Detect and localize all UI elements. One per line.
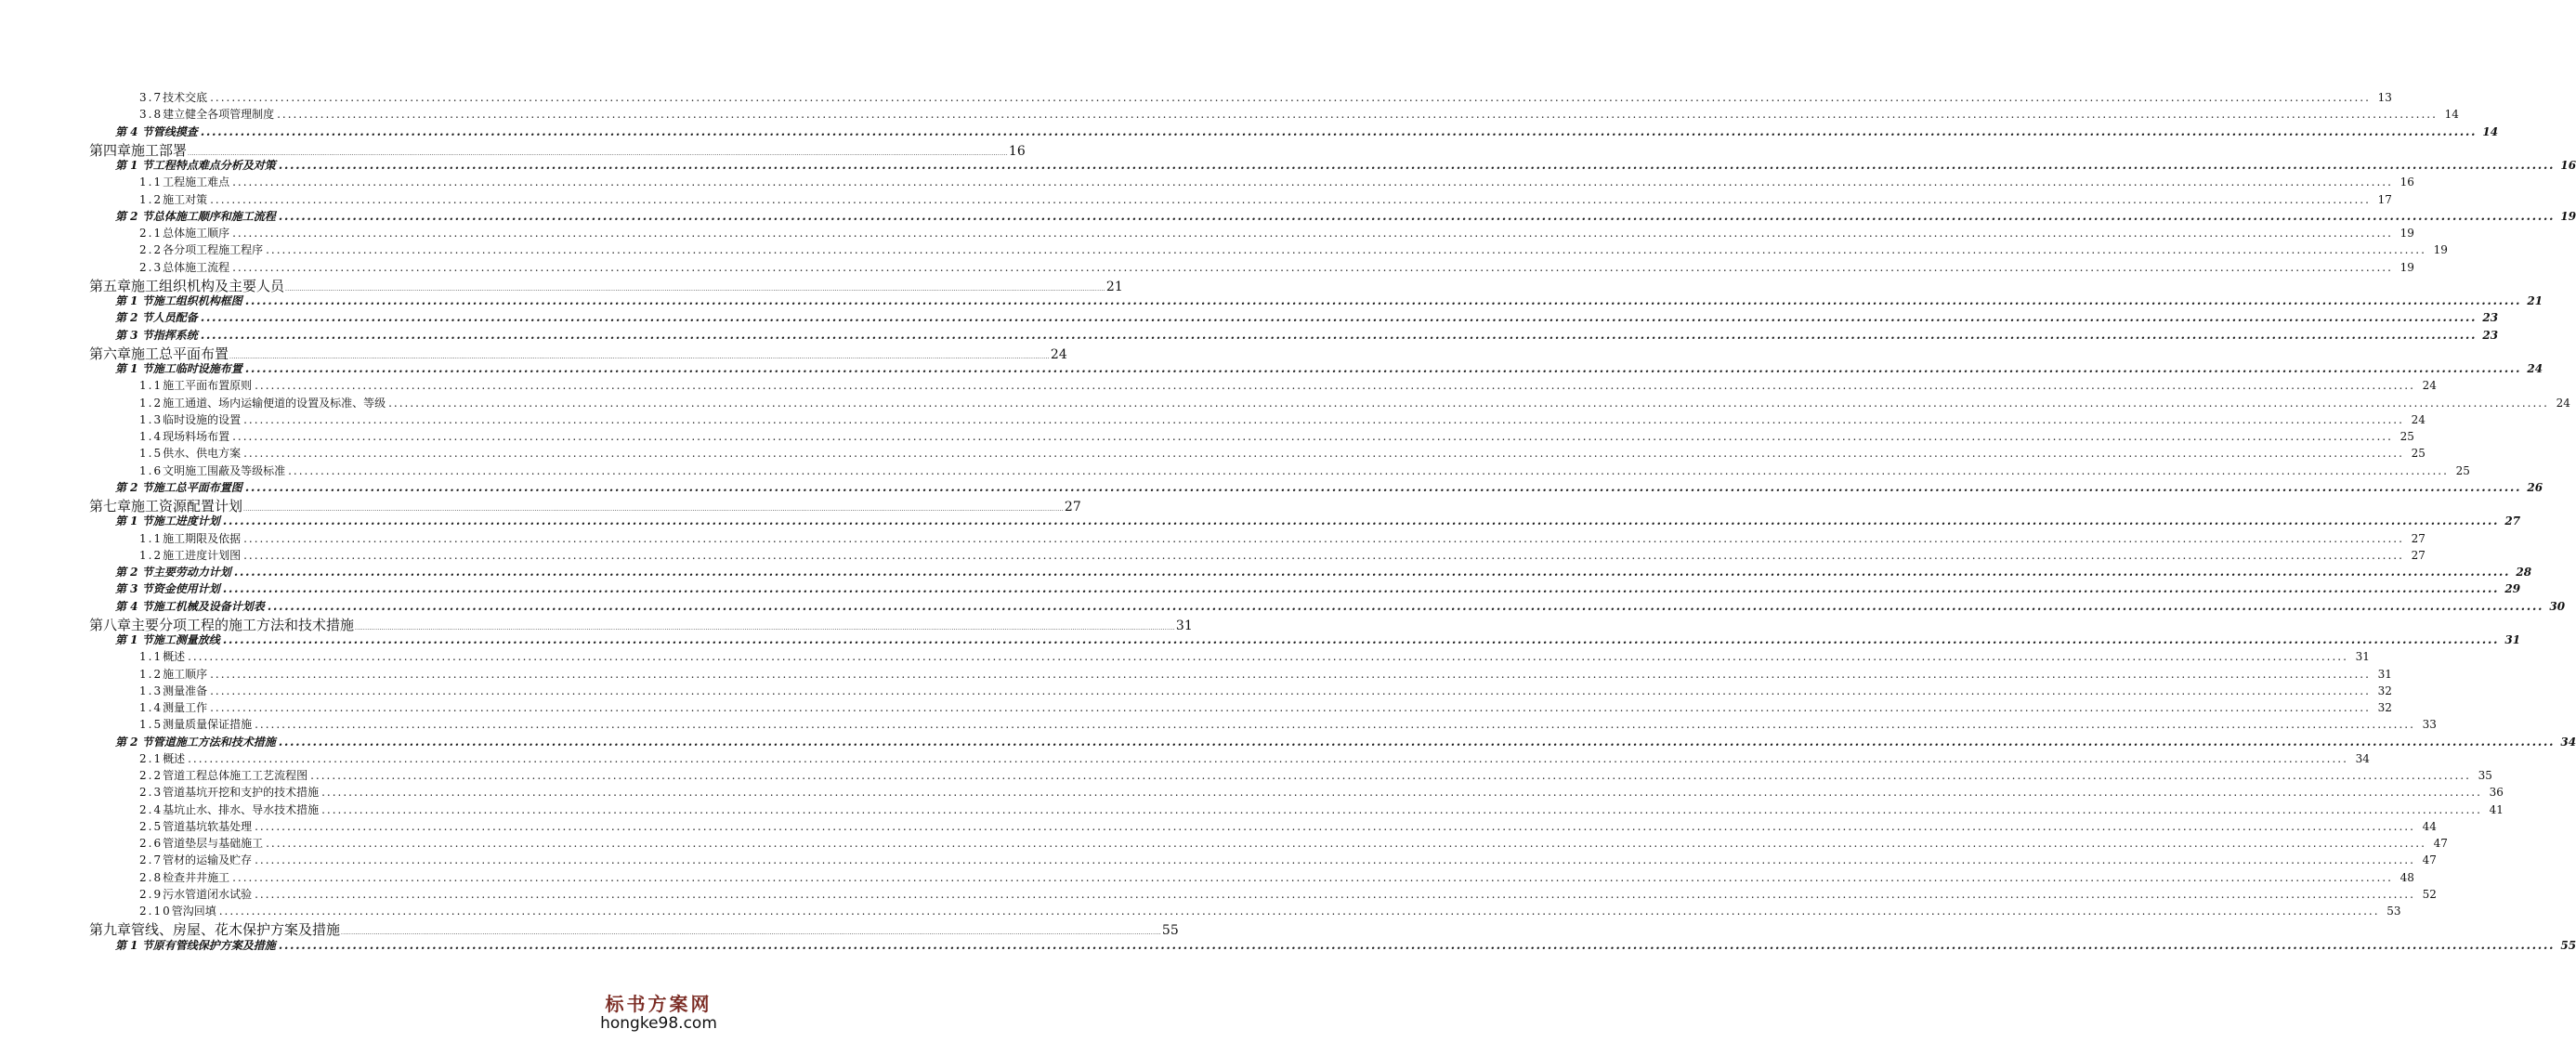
toc-entry-number: 3.7: [139, 91, 163, 104]
toc-dot-leader: ................................................................................................................................................................................................................................................................................................................................................................................................................: [243, 447, 2404, 461]
toc-page-number: 19: [2399, 260, 2414, 274]
toc-entry-number: 第 2 节: [115, 209, 153, 223]
toc-page-number: 25: [2399, 430, 2414, 443]
toc-entry-title: 总体施工流程: [163, 260, 230, 274]
toc-page-number: 14: [2482, 124, 2499, 138]
toc-entry-title: 施工期限及依据: [163, 531, 242, 545]
toc-dot-leader: ................................................................................................................................................................................................................................................................................................................................................................................................................: [341, 930, 1161, 937]
toc-page-number: 35: [2478, 769, 2492, 782]
toc-entry-number: 1.1: [139, 379, 163, 393]
toc-entry-title: 工程特点难点分析及对策: [152, 159, 276, 172]
toc-page-number: 52: [2422, 887, 2437, 901]
toc-dot-leader: ................................................................................................................................................................................................................................................................................................................................................................................................................: [267, 599, 2544, 614]
toc-page-number: 47: [2422, 853, 2437, 867]
toc-entry-number: 第 2 节: [115, 735, 153, 749]
toc-entry-number: 2.6: [139, 837, 163, 850]
toc-page-number: 21: [1105, 279, 1123, 294]
toc-subsection-row: [139, 547, 2426, 563]
toc-dot-leader: ................................................................................................................................................................................................................................................................................................................................................................................................................: [233, 566, 2511, 580]
toc-entry-number: 第 4 节: [115, 124, 153, 138]
toc-dot-leader: ................................................................................................................................................................................................................................................................................................................................................................................................................: [229, 353, 1050, 360]
toc-subsection-row: [139, 869, 2414, 885]
toc-dot-leader: ................................................................................................................................................................................................................................................................................................................................................................................................................: [255, 718, 2415, 732]
toc-page-number: 24: [2422, 379, 2437, 393]
toc-entry-title: 基坑止水、排水、导水技术措施: [163, 802, 320, 816]
toc-subsection-row: [139, 683, 2392, 698]
toc-entry-title: 施工平面布置原则: [163, 379, 253, 393]
watermark-logo: [597, 989, 720, 1033]
toc-dot-leader: ................................................................................................................................................................................................................................................................................................................................................................................................................: [255, 887, 2415, 901]
toc-dot-leader: ................................................................................................................................................................................................................................................................................................................................................................................................................: [266, 837, 2426, 850]
toc-entry-number: 第 1 节: [115, 514, 153, 528]
toc-entry-title: 各分项工程施工程序: [163, 243, 264, 257]
toc-entry-number: 第 1 节: [115, 938, 153, 952]
toc-entry-title: 施工组织机构及主要人员: [131, 277, 285, 294]
toc-section-row: [115, 360, 2543, 376]
toc-page-number: 33: [2422, 718, 2437, 732]
toc-dot-leader: ................................................................................................................................................................................................................................................................................................................................................................................................................: [210, 701, 2371, 714]
toc-subsection-row: [139, 225, 2414, 241]
toc-entry-number: 2.2: [139, 769, 163, 782]
toc-section-row: [115, 564, 2532, 580]
toc-entry-number: 1.3: [139, 412, 163, 426]
toc-subsection-row: [139, 801, 2504, 817]
toc-entry-number: 第 2 节: [115, 311, 153, 325]
toc-dot-leader: ................................................................................................................................................................................................................................................................................................................................................................................................................: [388, 396, 2549, 410]
toc-dot-leader: ................................................................................................................................................................................................................................................................................................................................................................................................................: [218, 905, 2380, 918]
toc-entry-title: 施工对策: [163, 192, 208, 206]
toc-page-number: 13: [2377, 91, 2392, 104]
toc-entry-number: 2.3: [139, 260, 163, 274]
toc-dot-leader: ................................................................................................................................................................................................................................................................................................................................................................................................................: [200, 328, 2478, 343]
toc-subsection-row: [139, 903, 2401, 918]
toc-entry-number: 2.1: [139, 751, 163, 765]
toc-dot-leader: ................................................................................................................................................................................................................................................................................................................................................................................................................: [243, 531, 2404, 545]
watermark-url: hongke98.com: [600, 1014, 717, 1033]
toc-dot-leader: ................................................................................................................................................................................................................................................................................................................................................................................................................: [210, 192, 2371, 206]
toc-page-number: 24: [2556, 396, 2570, 410]
toc-page-number: 31: [2355, 650, 2370, 664]
toc-entry-number: 1.1: [139, 176, 163, 189]
toc-entry-number: 2.9: [139, 887, 163, 901]
toc-entry-title: 现场料场布置: [163, 430, 230, 443]
toc-entry-title: 主要分项工程的施工方法和技术措施: [131, 616, 355, 633]
toc-subsection-row: [139, 784, 2504, 800]
toc-entry-number: 第 1 节: [115, 633, 153, 646]
toc-page-number: 28: [2516, 566, 2532, 579]
toc-page-number: 53: [2386, 905, 2401, 918]
toc-entry-title: 概述: [163, 751, 186, 765]
watermark-title: 标书方案网: [605, 993, 713, 1015]
toc-entry-title: 总体施工顺序和施工流程: [152, 209, 276, 223]
toc-entry-number: 1.2: [139, 192, 163, 206]
toc-entry-title: 施工部署: [131, 141, 188, 159]
toc-entry-number: 第五章: [89, 277, 132, 294]
toc-entry-title: 施工测量放线: [152, 633, 220, 646]
toc-entry-number: 2.3: [139, 786, 163, 800]
toc-dot-leader: ................................................................................................................................................................................................................................................................................................................................................................................................................: [232, 870, 2393, 884]
toc-entry-number: 第 3 节: [115, 328, 153, 342]
toc-entry-number: 1.3: [139, 684, 163, 697]
toc-entry-number: 1.4: [139, 430, 163, 443]
toc-entry-title: 施工总平面布置图: [152, 480, 242, 494]
toc-page-number: 25: [2455, 463, 2470, 477]
toc-page-number: 27: [2411, 531, 2426, 545]
toc-dot-leader: ................................................................................................................................................................................................................................................................................................................................................................................................................: [244, 362, 2522, 376]
toc-entry-number: 2.10: [139, 905, 172, 918]
toc-subsection-row: [139, 835, 2448, 851]
toc-dot-leader: ................................................................................................................................................................................................................................................................................................................................................................................................................: [222, 582, 2500, 597]
toc-subsection-row: [139, 699, 2392, 715]
toc-page-number: 55: [2560, 938, 2576, 952]
toc-page-number: 19: [2399, 227, 2414, 240]
toc-page-number: 44: [2422, 819, 2437, 833]
toc-subsection-row: [139, 411, 2426, 427]
toc-dot-leader: ................................................................................................................................................................................................................................................................................................................................................................................................................: [243, 506, 1064, 513]
toc-entry-number: 2.2: [139, 243, 163, 257]
toc-page-number: 24: [2411, 412, 2426, 426]
toc-entry-title: 管道垫层与基础施工: [163, 837, 264, 850]
toc-subsection-row: [139, 462, 2470, 478]
toc-entry-title: 总体施工顺序: [163, 227, 230, 240]
toc-entry-title: 施工进度计划图: [163, 548, 242, 562]
toc-entry-number: 第九章: [89, 921, 132, 939]
toc-page-number: 55: [1161, 923, 1179, 939]
toc-subsection-row: [139, 395, 2570, 410]
toc-entry-title: 污水管道闭水试验: [163, 887, 253, 901]
toc-entry-title: 管道基坑开挖和支护的技术措施: [163, 786, 320, 800]
toc-page-number: 27: [2504, 514, 2521, 528]
toc-dot-leader: ................................................................................................................................................................................................................................................................................................................................................................................................................: [321, 786, 2482, 800]
toc-subsection-row: [139, 750, 2370, 766]
toc-dot-leader: ................................................................................................................................................................................................................................................................................................................................................................................................................: [232, 260, 2393, 274]
toc-entry-title: 管线摸查: [152, 124, 198, 138]
toc-page-number: 31: [2504, 633, 2521, 646]
toc-page-number: 26: [2527, 480, 2543, 494]
toc-dot-leader: ................................................................................................................................................................................................................................................................................................................................................................................................................: [210, 667, 2371, 681]
toc-page-number: 19: [2433, 243, 2448, 257]
toc-entry-number: 1.4: [139, 701, 163, 714]
toc-dot-leader: ................................................................................................................................................................................................................................................................................................................................................................................................................: [243, 412, 2404, 426]
toc-dot-leader: ................................................................................................................................................................................................................................................................................................................................................................................................................: [310, 769, 2471, 782]
toc-entry-number: 1.5: [139, 447, 163, 461]
toc-entry-title: 管道施工方法和技术措施: [152, 735, 276, 749]
toc-page-number: 25: [2411, 447, 2426, 461]
toc-subsection-row: [139, 530, 2426, 546]
toc-dot-leader: ................................................................................................................................................................................................................................................................................................................................................................................................................: [188, 150, 1008, 157]
toc-dot-leader: ................................................................................................................................................................................................................................................................................................................................................................................................................: [232, 176, 2393, 189]
toc-entry-number: 第四章: [89, 141, 132, 159]
toc-dot-leader: ................................................................................................................................................................................................................................................................................................................................................................................................................: [244, 480, 2522, 495]
toc-dot-leader: ................................................................................................................................................................................................................................................................................................................................................................................................................: [243, 548, 2404, 562]
toc-section-row: [115, 632, 2521, 647]
toc-subsection-row: [139, 886, 2437, 902]
toc-dot-leader: ................................................................................................................................................................................................................................................................................................................................................................................................................: [232, 227, 2393, 240]
toc-section-row: [115, 580, 2521, 597]
toc-entry-title: 技术交底: [163, 91, 208, 104]
toc-page-number: 29: [2504, 582, 2521, 596]
toc-entry-number: 3.8: [139, 108, 163, 122]
toc-section-row: [115, 479, 2543, 495]
toc-section-row: [115, 309, 2499, 326]
toc-entry-number: 第六章: [89, 345, 132, 362]
toc-page-number: 27: [1064, 500, 1081, 514]
toc-dot-leader: ................................................................................................................................................................................................................................................................................................................................................................................................................: [188, 751, 2348, 765]
toc-entry-number: 1.1: [139, 531, 163, 545]
toc-dot-leader: ................................................................................................................................................................................................................................................................................................................................................................................................................: [222, 514, 2500, 529]
toc-subsection-row: [139, 852, 2437, 867]
toc-dot-leader: ................................................................................................................................................................................................................................................................................................................................................................................................................: [278, 938, 2556, 953]
toc-entry-title: 施工资源配置计划: [131, 498, 243, 514]
toc-dot-leader: ................................................................................................................................................................................................................................................................................................................................................................................................................: [210, 91, 2371, 104]
toc-page-number: 34: [2560, 735, 2576, 749]
toc-dot-leader: ................................................................................................................................................................................................................................................................................................................................................................................................................: [232, 430, 2393, 443]
toc-page-number: 23: [2482, 311, 2499, 325]
toc-entry-title: 文明施工围蔽及等级标准: [163, 463, 286, 477]
toc-section-row: [115, 157, 2576, 173]
toc-dot-leader: ................................................................................................................................................................................................................................................................................................................................................................................................................: [255, 379, 2415, 393]
toc-subsection-row: [139, 174, 2414, 189]
toc-section-row: [115, 124, 2499, 139]
toc-entry-title: 概述: [163, 650, 186, 664]
toc-page-number: 32: [2377, 684, 2392, 697]
toc-entry-title: 原有管线保护方案及措施: [152, 938, 276, 952]
toc-entry-title: 主要劳动力计划: [152, 566, 231, 579]
toc-entry-title: 管道基坑软基处理: [163, 819, 253, 833]
toc-entry-number: 第 3 节: [115, 582, 153, 596]
toc-page-number: 24: [1050, 346, 1067, 362]
toc-subsection-row: [139, 767, 2492, 783]
toc-page-number: 30: [2549, 599, 2566, 613]
toc-subsection-row: [139, 666, 2392, 682]
toc-section-row: [115, 208, 2576, 224]
toc-section-row: [115, 734, 2576, 749]
toc-entry-title: 施工顺序: [163, 667, 208, 681]
toc-entry-title: 资金使用计划: [152, 582, 220, 596]
toc-dot-leader: ................................................................................................................................................................................................................................................................................................................................................................................................................: [288, 463, 2449, 477]
toc-entry-title: 建立健全各项管理制度: [163, 108, 275, 122]
toc-entry-title: 施工通道、场内运输便道的设置及标准、等级: [163, 396, 386, 410]
toc-section-row: [115, 937, 2576, 953]
toc-entry-title: 检查井井施工: [163, 870, 230, 884]
toc-page-number: 47: [2433, 837, 2448, 850]
toc-entry-number: 1.5: [139, 718, 163, 732]
toc-entry-number: 第 4 节: [115, 599, 153, 613]
toc-dot-leader: ................................................................................................................................................................................................................................................................................................................................................................................................................: [188, 650, 2348, 664]
toc-subsection-row: [139, 106, 2459, 122]
toc-entry-number: 1.6: [139, 463, 163, 477]
toc-section-row: [115, 598, 2566, 614]
toc-page-number: 32: [2377, 701, 2392, 714]
toc-page-number: 19: [2560, 209, 2576, 223]
toc-entry-title: 供水、供电方案: [163, 447, 242, 461]
toc-entry-number: 1.2: [139, 548, 163, 562]
toc-section-row: [115, 513, 2521, 529]
toc-subsection-row: [139, 818, 2437, 834]
toc-dot-leader: ................................................................................................................................................................................................................................................................................................................................................................................................................: [278, 735, 2556, 749]
toc-entry-number: 2.4: [139, 802, 163, 816]
toc-subsection-row: [139, 241, 2448, 257]
toc-dot-leader: ................................................................................................................................................................................................................................................................................................................................................................................................................: [277, 108, 2438, 122]
toc-entry-number: 1.2: [139, 667, 163, 681]
toc-page-number: 16: [1008, 143, 1026, 159]
toc-page-number: 17: [2377, 192, 2392, 206]
toc-page-number: 16: [2399, 176, 2414, 189]
toc-dot-leader: ................................................................................................................................................................................................................................................................................................................................................................................................................: [355, 624, 1175, 632]
toc-entry-title: 测量准备: [163, 684, 208, 697]
toc-dot-leader: ................................................................................................................................................................................................................................................................................................................................................................................................................: [255, 819, 2415, 833]
toc-section-row: [115, 293, 2543, 308]
toc-entry-title: 管线、房屋、花木保护方案及措施: [131, 921, 341, 939]
toc-subsection-row: [139, 191, 2392, 207]
toc-subsection-row: [139, 259, 2414, 275]
toc-entry-number: 1.1: [139, 650, 163, 664]
toc-entry-number: 第 2 节: [115, 480, 153, 494]
toc-page-number: 36: [2489, 786, 2504, 800]
toc-subsection-row: [139, 716, 2437, 732]
toc-dot-leader: ................................................................................................................................................................................................................................................................................................................................................................................................................: [255, 853, 2415, 867]
toc-entry-title: 测量工作: [163, 701, 208, 714]
toc-entry-number: 2.1: [139, 227, 163, 240]
toc-subsection-row: [139, 428, 2414, 444]
toc-entry-title: 施工进度计划: [152, 514, 220, 528]
toc-subsection-row: [139, 648, 2370, 664]
toc-entry-title: 测量质量保证措施: [163, 718, 253, 732]
toc-page-number: 23: [2482, 328, 2499, 342]
toc-page-number: 48: [2399, 870, 2414, 884]
toc-entry-number: 1.2: [139, 396, 163, 410]
toc-dot-leader: ................................................................................................................................................................................................................................................................................................................................................................................................................: [278, 209, 2556, 224]
toc-entry-number: 第 2 节: [115, 566, 153, 579]
toc-page-number: 31: [2377, 667, 2392, 681]
toc-page-number: 14: [2444, 108, 2459, 122]
toc-entry-title: 施工临时设施布置: [152, 362, 242, 375]
toc-dot-leader: ................................................................................................................................................................................................................................................................................................................................................................................................................: [285, 285, 1105, 293]
toc-entry-title: 施工组织机构框图: [152, 294, 242, 307]
toc-entry-title: 管道工程总体施工工艺流程图: [163, 769, 308, 782]
toc-dot-leader: ................................................................................................................................................................................................................................................................................................................................................................................................................: [200, 124, 2478, 139]
toc-entry-number: 第七章: [89, 498, 132, 514]
toc-entry-number: 2.5: [139, 819, 163, 833]
toc-entry-number: 第 1 节: [115, 362, 153, 375]
toc-entry-number: 第 1 节: [115, 159, 153, 172]
toc-subsection-row: [139, 445, 2426, 461]
toc-entry-title: 管沟回填: [171, 905, 216, 918]
toc-dot-leader: ................................................................................................................................................................................................................................................................................................................................................................................................................: [266, 243, 2426, 257]
toc-dot-leader: ................................................................................................................................................................................................................................................................................................................................................................................................................: [210, 684, 2371, 697]
toc-dot-leader: ................................................................................................................................................................................................................................................................................................................................................................................................................: [321, 802, 2482, 816]
toc-entry-number: 2.7: [139, 853, 163, 867]
toc-entry-title: 临时设施的设置: [163, 412, 242, 426]
toc-page-number: 31: [1175, 618, 1193, 633]
toc-dot-leader: ................................................................................................................................................................................................................................................................................................................................................................................................................: [244, 294, 2522, 308]
toc-page-number: 41: [2489, 802, 2504, 816]
toc-section-row: [115, 327, 2499, 343]
toc-subsection-row: [139, 89, 2392, 105]
toc-page-number: 21: [2527, 294, 2543, 307]
toc-entry-number: 第 1 节: [115, 294, 153, 307]
toc-entry-title: 人员配备: [152, 311, 198, 325]
toc-entry-title: 指挥系统: [152, 328, 198, 342]
toc-entry-number: 2.8: [139, 870, 163, 884]
toc-dot-leader: ................................................................................................................................................................................................................................................................................................................................................................................................................: [278, 159, 2556, 173]
toc-dot-leader: ................................................................................................................................................................................................................................................................................................................................................................................................................: [200, 311, 2478, 326]
toc-page-number: 24: [2527, 362, 2543, 375]
toc-subsection-row: [139, 377, 2437, 393]
toc-page-number: 34: [2355, 751, 2370, 765]
toc-dot-leader: ................................................................................................................................................................................................................................................................................................................................................................................................................: [222, 633, 2500, 647]
toc-entry-title: 工程施工难点: [163, 176, 230, 189]
toc-page-number: 16: [2560, 159, 2576, 172]
toc-entry-title: 施工机械及设备计划表: [152, 599, 265, 613]
toc-entry-title: 管材的运输及贮存: [163, 853, 253, 867]
toc-entry-number: 第八章: [89, 616, 132, 633]
toc-entry-title: 施工总平面布置: [131, 345, 229, 362]
toc-page-number: 27: [2411, 548, 2426, 562]
